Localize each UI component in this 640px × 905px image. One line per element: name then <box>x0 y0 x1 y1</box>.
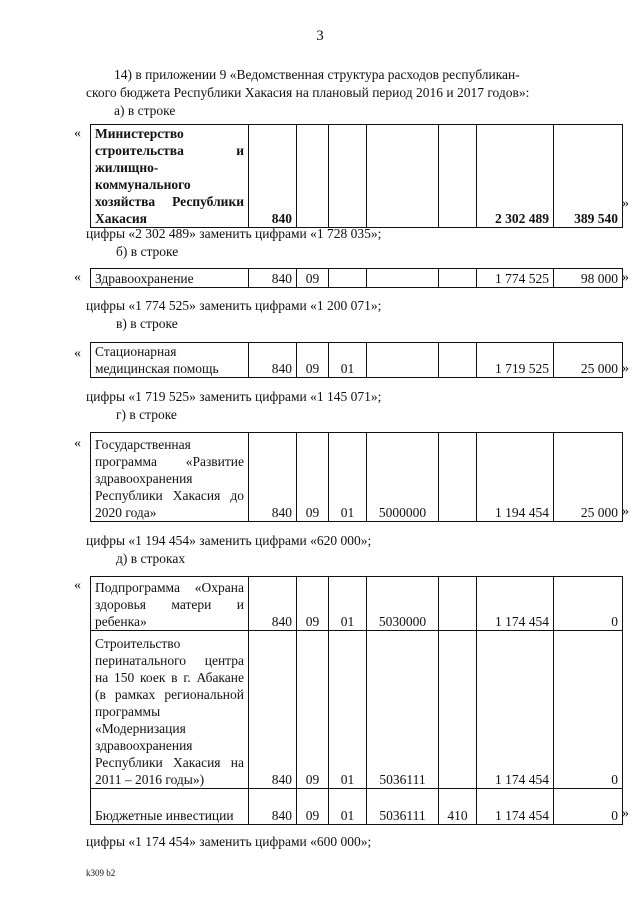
cell-amount-2017: 0 <box>554 789 623 825</box>
table-row <box>91 789 623 825</box>
cell-subsection <box>329 125 367 228</box>
table-row <box>91 577 623 631</box>
row-name: Стационарная медицинская помощь <box>91 343 249 378</box>
cell-amount-2016: 1 194 454 <box>477 433 554 522</box>
replace-instruction: цифры «1 774 525» заменить цифрами «1 200 071»; <box>86 298 382 313</box>
row-name: Государственная программа «Развитие здравоохранения Республики Хакасия до 2020 года» <box>91 433 249 522</box>
row-name: Бюджетные инвестиции <box>91 789 249 825</box>
cell-subsection: 01 <box>329 577 367 631</box>
quote-close: » <box>622 196 629 211</box>
budget-table-d <box>90 432 623 522</box>
replace-instruction: цифры «2 302 489» заменить цифрами «1 728 035»; <box>86 226 382 241</box>
cell-amount-2016: 2 302 489 <box>477 125 554 228</box>
cell-amount-2017: 0 <box>554 631 623 789</box>
cell-section: 09 <box>297 269 329 288</box>
table-row <box>91 269 623 288</box>
replace-instruction: цифры «1 194 454» заменить цифрами «620 000»; <box>86 533 372 548</box>
cell-ministry-code: 840 <box>249 631 297 789</box>
cell-amount-2016: 1 719 525 <box>477 343 554 378</box>
intro-paragraph <box>86 66 608 120</box>
cell-section: 09 <box>297 631 329 789</box>
intro-line-3: а) в строке <box>114 103 176 118</box>
cell-section: 09 <box>297 577 329 631</box>
quote-open: « <box>74 126 81 141</box>
budget-table-a <box>90 124 623 228</box>
row-name: Министерство строительства и жилищно-коммунального хозяйства Республики Хакасия <box>91 125 249 228</box>
cell-amount-2016: 1 174 454 <box>477 577 554 631</box>
footer-code: k309 b2 <box>86 868 116 878</box>
cell-expense-type <box>439 631 477 789</box>
cell-amount-2016: 1 774 525 <box>477 269 554 288</box>
cell-expense-type <box>439 125 477 228</box>
cell-amount-2016: 1 174 454 <box>477 789 554 825</box>
cell-amount-2017: 389 540 <box>554 125 623 228</box>
intro-line-2: ского бюджета Республики Хакасия на плановый период 2016 и 2017 годов»: <box>86 85 530 100</box>
cell-target-article: 5030000 <box>367 577 439 631</box>
cell-amount-2017: 98 000 <box>554 269 623 288</box>
cell-target-article: 5000000 <box>367 433 439 522</box>
row-name: Подпрограмма «Охрана здоровья матери и ребенка» <box>91 577 249 631</box>
cell-target-article <box>367 343 439 378</box>
cell-target-article: 5036111 <box>367 789 439 825</box>
cell-expense-type: 410 <box>439 789 477 825</box>
cell-section: 09 <box>297 789 329 825</box>
cell-target-article <box>367 269 439 288</box>
intro-line-1: 14) в приложении 9 «Ведомственная структура расходов республикан- <box>114 67 520 82</box>
cell-ministry-code: 840 <box>249 577 297 631</box>
quote-close: » <box>622 270 629 285</box>
cell-section: 09 <box>297 343 329 378</box>
quote-close: » <box>622 806 629 821</box>
quote-open: « <box>74 578 81 593</box>
row-name: Здравоохранение <box>91 269 249 288</box>
cell-expense-type <box>439 577 477 631</box>
table-row <box>91 343 623 378</box>
subitem-label: г) в строке <box>116 407 177 422</box>
cell-expense-type <box>439 269 477 288</box>
cell-subsection: 01 <box>329 433 367 522</box>
subitem-label: б) в строке <box>116 244 179 259</box>
cell-amount-2017: 0 <box>554 577 623 631</box>
table-row <box>91 125 623 228</box>
budget-table-e <box>90 576 623 825</box>
replace-instruction: цифры «1 174 454» заменить цифрами «600 000»; <box>86 834 372 849</box>
cell-expense-type <box>439 343 477 378</box>
cell-section <box>297 125 329 228</box>
quote-close: » <box>622 504 629 519</box>
quote-open: « <box>74 436 81 451</box>
cell-ministry-code: 840 <box>249 125 297 228</box>
cell-expense-type <box>439 433 477 522</box>
cell-amount-2017: 25 000 <box>554 343 623 378</box>
cell-amount-2017: 25 000 <box>554 433 623 522</box>
subitem-label: д) в строках <box>116 551 186 566</box>
cell-amount-2016: 1 174 454 <box>477 631 554 789</box>
subitem-label: в) в строке <box>116 316 178 331</box>
budget-table-b <box>90 268 623 288</box>
replace-instruction: цифры «1 719 525» заменить цифрами «1 145 071»; <box>86 389 382 404</box>
quote-open: « <box>74 346 81 361</box>
cell-ministry-code: 840 <box>249 343 297 378</box>
cell-ministry-code: 840 <box>249 433 297 522</box>
cell-ministry-code: 840 <box>249 789 297 825</box>
cell-target-article: 5036111 <box>367 631 439 789</box>
row-name: Строительство перинатального центра на 150 коек в г. Абакане (в рамках региональной программы «Модернизация здравоохранения Республики Хакасия на 2011 – 2016 годы») <box>91 631 249 789</box>
cell-subsection <box>329 269 367 288</box>
budget-table-c <box>90 342 623 378</box>
quote-close: » <box>622 361 629 376</box>
cell-target-article <box>367 125 439 228</box>
cell-subsection: 01 <box>329 631 367 789</box>
page-number: 3 <box>316 28 324 44</box>
cell-section: 09 <box>297 433 329 522</box>
quote-open: « <box>74 270 81 285</box>
cell-subsection: 01 <box>329 789 367 825</box>
table-row <box>91 433 623 522</box>
cell-ministry-code: 840 <box>249 269 297 288</box>
table-row <box>91 631 623 789</box>
cell-subsection: 01 <box>329 343 367 378</box>
